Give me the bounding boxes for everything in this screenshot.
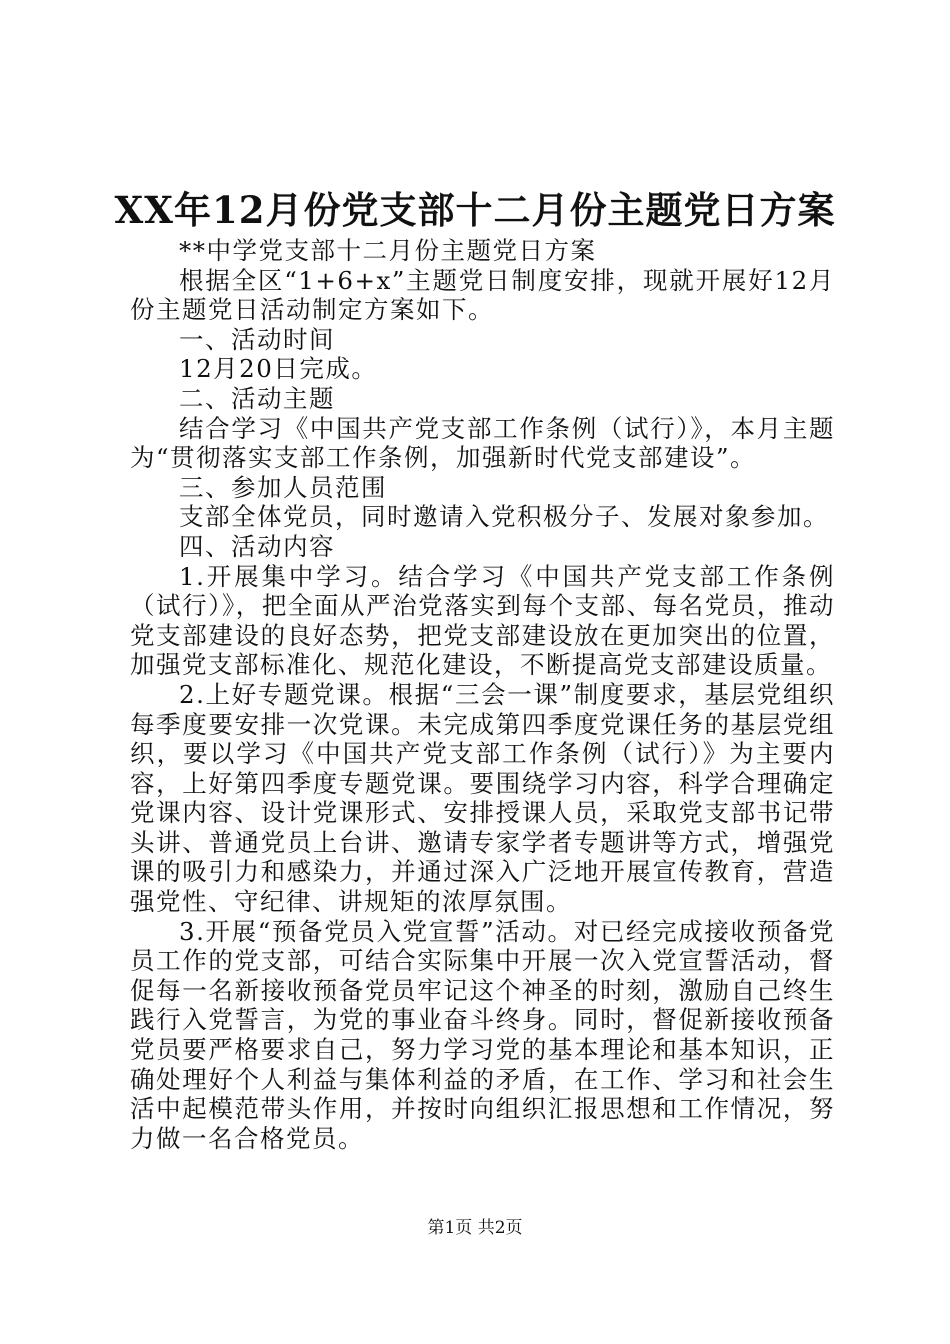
document-body xyxy=(130,236,835,1153)
paragraph-content-3: 3.开展“预备党员入党宣誓”活动。对已经完成接收预备党员工作的党支部，可结合实际集中开展一次入党宣誓活动，督促每一名新接收预备党员牢记这个神圣的时刻，激励自己终生践行入党誓言，为党的事业奋斗终身。同时，督促新接收预备党员要严格要求自己，努力学习党的基本理论和基本知识，正确处理好个人利益与集体利益的矛盾，在工作、学习和社会生活中起模范带头作用，并按时向组织汇报思想和工作情况，努力做一名合格党员。 xyxy=(130,916,835,1153)
section-heading-participants: 三、参加人员范围 xyxy=(179,472,387,502)
document-title: XX年12月份党支部十二月份主题党日方案 xyxy=(114,188,836,232)
paragraph-subtitle: **中学党支部十二月份主题党日方案 xyxy=(179,236,597,265)
paragraph-participants: 支部全体党员，同时邀请入党积极分子、发展对象参加。 xyxy=(179,502,829,532)
paragraph-content-1: 1.开展集中学习。结合学习《中国共产党支部工作条例（试行）》，把全面从严治党落实到每个支部、每名党员，推动党支部建设的良好态势，把党支部建设放在更加突出的位置，加强党支部标准化、规范化建设，不断提高党支部建设质量。 xyxy=(130,561,835,680)
paragraph-time: 12月20日完成。 xyxy=(179,354,378,384)
paragraph-theme: 结合学习《中国共产党支部工作条例（试行）》，本月主题为“贯彻落实支部工作条例，加强新时代党支部建设”。 xyxy=(130,413,835,473)
page-footer: 第1页 共2页 xyxy=(427,1218,523,1238)
section-heading-theme: 二、活动主题 xyxy=(179,383,335,413)
section-heading-content: 四、活动内容 xyxy=(179,531,335,561)
paragraph-content-2: 2.上好专题党课。根据“三会一课”制度要求，基层党组织每季度要安排一次党课。未完成第四季度党课任务的基层党组织，要以学习《中国共产党支部工作条例（试行）》为主要内容，上好第四季度专题党课。要围绕学习内容，科学合理确定党课内容、设计党课形式、安排授课人员，采取党支部书记带头讲、普通党员上台讲、邀请专家学者专题讲等方式，增强党课的吸引力和感染力，并通过深入广泛地开展宣传教育，营造强党性、守纪律、讲规矩的浓厚氛围。 xyxy=(130,679,835,917)
section-heading-time: 一、活动时间 xyxy=(179,324,335,354)
paragraph-intro: 根据全区“1+6+x”主题党日制度安排，现就开展好12月份主题党日活动制定方案如下。 xyxy=(130,265,835,325)
